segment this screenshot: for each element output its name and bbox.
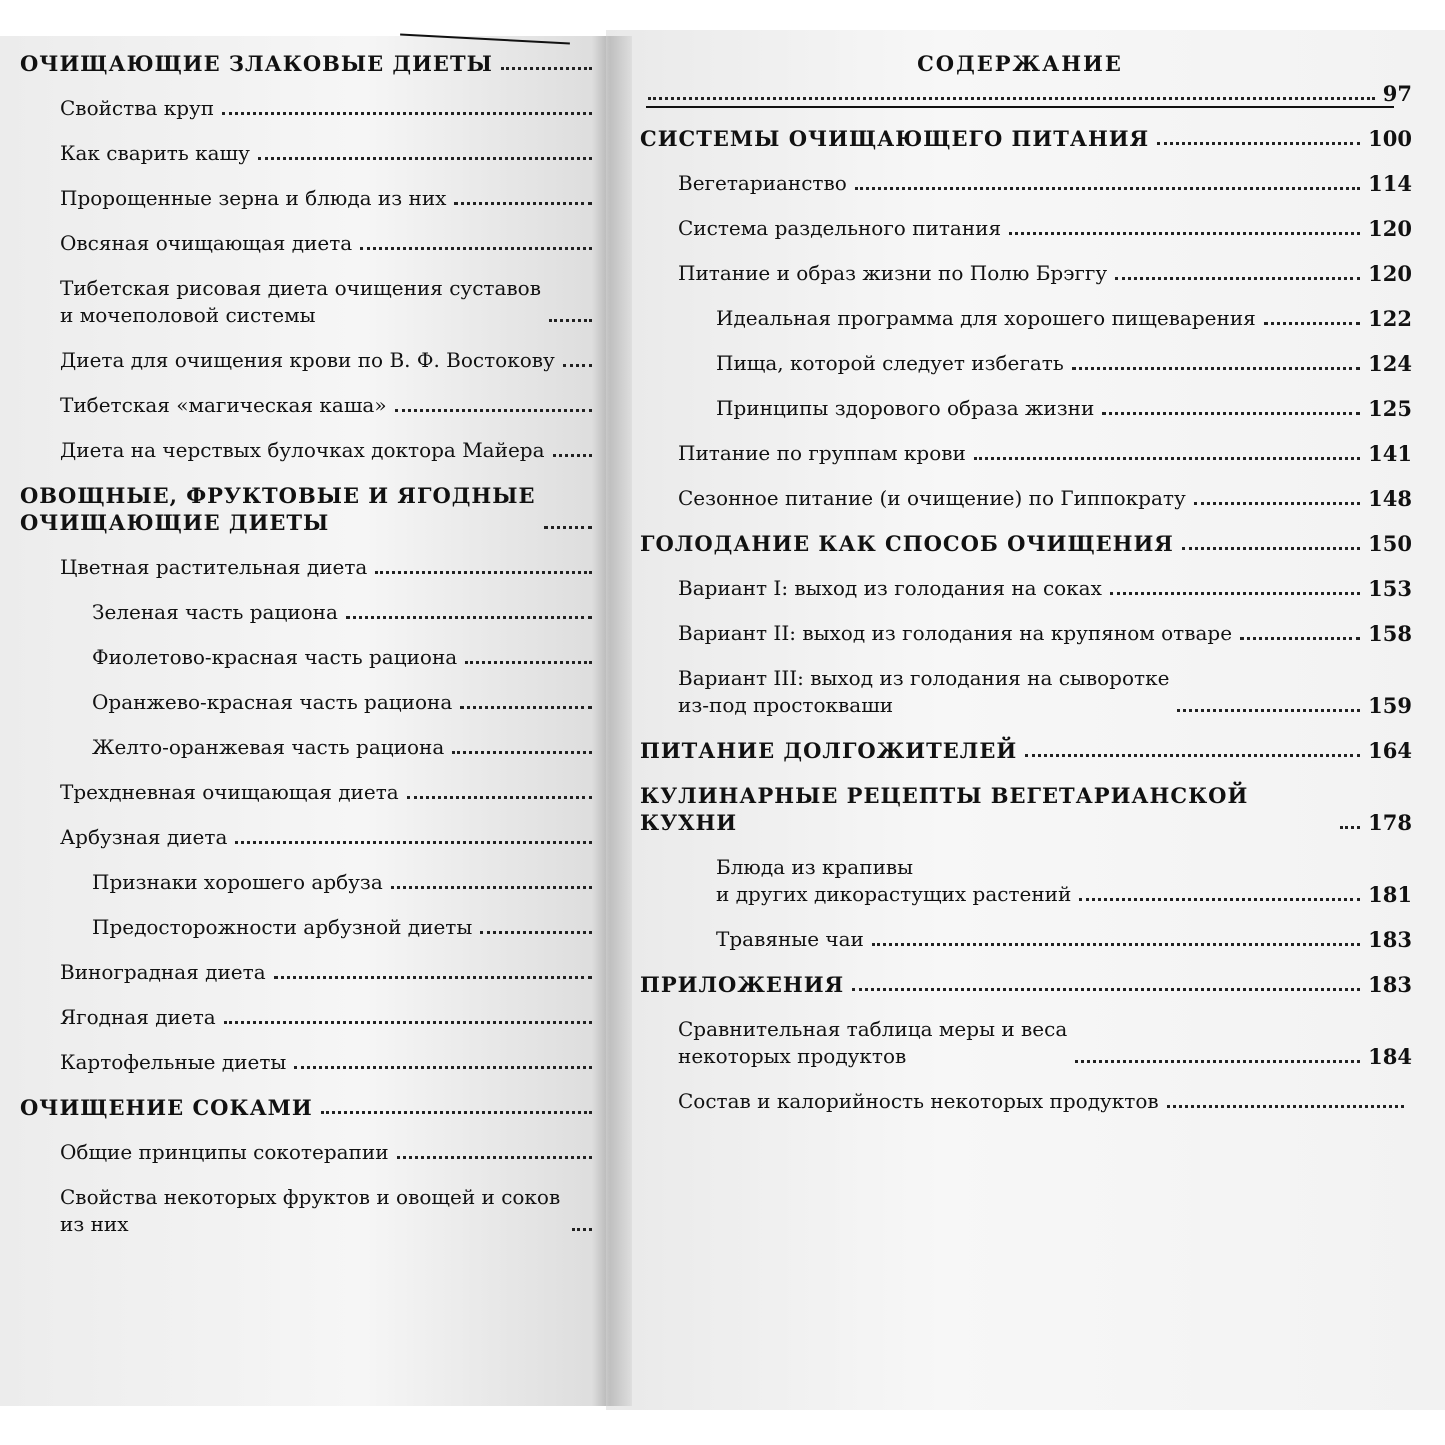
dot-leader xyxy=(1079,898,1360,901)
dot-leader xyxy=(648,97,1375,100)
toc-entry-title: Питание по группам крови xyxy=(678,441,966,465)
toc-entry-title: СИСТЕМЫ ОЧИЩАЮЩЕГО ПИТАНИЯ xyxy=(640,126,1150,151)
dot-leader xyxy=(321,1111,592,1114)
toc-entry-title: Желто-оранжевая часть рациона xyxy=(92,735,445,759)
toc-page-number: 114 xyxy=(1368,171,1412,196)
right-toc-entry xyxy=(640,125,1412,152)
right-toc-entry xyxy=(640,395,1412,422)
toc-page-number: 97 xyxy=(1382,81,1412,106)
toc-entry-title: Идеальная программа для хорошего пищеварения xyxy=(716,306,1256,330)
toc-page-number: 153 xyxy=(1368,576,1412,601)
toc-page-number: 183 xyxy=(1368,927,1412,952)
toc-page-number: 120 xyxy=(1368,261,1412,286)
toc-entry-title: Общие принципы сокотерапии xyxy=(60,1140,389,1164)
right-toc-entry xyxy=(640,530,1412,557)
toc-entry-title: Зеленая часть рациона xyxy=(92,600,338,624)
left-toc-list xyxy=(20,50,600,1256)
right-toc-entry xyxy=(640,926,1412,953)
toc-entry-title: Тибетская «магическая каша» xyxy=(60,393,387,417)
left-toc-entry xyxy=(20,824,600,851)
toc-page-number: 124 xyxy=(1368,351,1412,376)
toc-page-number: 148 xyxy=(1368,486,1412,511)
left-toc-entry xyxy=(20,482,600,536)
dot-leader xyxy=(1157,142,1360,145)
toc-page-number: 181 xyxy=(1368,882,1412,907)
left-toc-entry xyxy=(20,554,600,581)
right-toc-list xyxy=(640,80,1412,1133)
toc-entry-title: ПРИЛОЖЕНИЯ xyxy=(640,972,845,997)
left-toc-entry xyxy=(20,1139,600,1166)
right-toc-entry xyxy=(640,1088,1412,1115)
dot-leader xyxy=(274,976,592,979)
dot-leader xyxy=(872,943,1360,946)
dot-leader xyxy=(974,457,1360,460)
toc-page-number: 178 xyxy=(1368,810,1412,835)
right-toc-entry xyxy=(640,80,1412,107)
toc-entry-title: ОВОЩНЫЕ, ФРУКТОВЫЕ И ЯГОДНЫЕ ОЧИЩАЮЩИЕ ДИЕТЫ xyxy=(20,483,536,535)
right-toc-entry xyxy=(640,971,1412,998)
toc-page-number: 141 xyxy=(1368,441,1412,466)
toc-entry-title: Питание и образ жизни по Полю Брэггу xyxy=(678,261,1108,285)
dot-leader xyxy=(572,1228,592,1231)
dot-leader xyxy=(1340,826,1360,829)
toc-entry-title: Как сварить кашу xyxy=(60,141,250,165)
right-toc-entry xyxy=(640,665,1412,719)
toc-page-number: 164 xyxy=(1368,738,1412,763)
dot-leader xyxy=(544,526,593,529)
left-toc-entry xyxy=(20,392,600,419)
toc-entry-title: Пища, которой следует избегать xyxy=(716,351,1064,375)
right-toc-entry xyxy=(640,575,1412,602)
dot-leader xyxy=(375,571,592,574)
left-toc-entry xyxy=(20,95,600,122)
left-toc-entry xyxy=(20,50,600,77)
dot-leader xyxy=(1110,592,1360,595)
left-toc-entry xyxy=(20,1184,600,1238)
dot-leader xyxy=(855,187,1360,190)
toc-page-number: 183 xyxy=(1368,972,1412,997)
left-toc-entry xyxy=(20,185,600,212)
toc-page-number: 125 xyxy=(1368,396,1412,421)
toc-entry-title: Признаки хорошего арбуза xyxy=(92,870,383,894)
toc-entry-title: Травяные чаи xyxy=(716,927,864,951)
right-toc-entry xyxy=(640,260,1412,287)
dot-leader xyxy=(224,1021,592,1024)
toc-entry-title: Сезонное питание (и очищение) по Гиппократу xyxy=(678,486,1186,510)
toc-page-number: 122 xyxy=(1368,306,1412,331)
right-toc-entry xyxy=(640,737,1412,764)
toc-entry-title: Виноградная диета xyxy=(60,960,266,984)
dot-leader xyxy=(465,661,592,664)
toc-page-number: 100 xyxy=(1368,126,1412,151)
toc-entry-title: Фиолетово-красная часть рациона xyxy=(92,645,458,669)
right-toc-entry xyxy=(640,854,1412,908)
dot-leader xyxy=(563,364,592,367)
dot-leader xyxy=(1102,412,1360,415)
dot-leader xyxy=(852,988,1360,991)
dot-leader xyxy=(397,1156,592,1159)
toc-page-number: 159 xyxy=(1368,693,1412,718)
left-toc-entry xyxy=(20,1049,600,1076)
left-toc-entry xyxy=(20,689,600,716)
dot-leader xyxy=(1025,754,1360,757)
right-toc-entry xyxy=(640,782,1412,836)
dot-leader xyxy=(391,886,592,889)
left-toc-entry xyxy=(20,1004,600,1031)
dot-leader xyxy=(235,841,592,844)
toc-entry-title: Арбузная диета xyxy=(60,825,228,849)
toc-entry-title: Диета для очищения крови по В. Ф. Востокову xyxy=(60,348,555,372)
left-toc-entry xyxy=(20,275,600,329)
left-toc-entry xyxy=(20,959,600,986)
dot-leader xyxy=(395,409,592,412)
contents-heading: СОДЕРЖАНИЕ xyxy=(917,51,1123,76)
dot-leader xyxy=(222,112,592,115)
toc-entry-title: ОЧИЩЕНИЕ СОКАМИ xyxy=(20,1095,313,1120)
left-toc-entry xyxy=(20,644,600,671)
toc-entry-title: ОЧИЩАЮЩИЕ ЗЛАКОВЫЕ ДИЕТЫ xyxy=(20,51,493,76)
toc-entry-title: Пророщенные зерна и блюда из них xyxy=(60,186,447,210)
left-toc-entry xyxy=(20,599,600,626)
toc-entry-title: ПИТАНИЕ ДОЛГОЖИТЕЛЕЙ xyxy=(640,738,1018,763)
dot-leader xyxy=(454,202,592,205)
left-toc-entry xyxy=(20,869,600,896)
toc-entry-title: Ягодная диета xyxy=(60,1005,216,1029)
right-toc-entry xyxy=(640,170,1412,197)
toc-entry-title: Трехдневная очищающая диета xyxy=(60,780,399,804)
toc-entry-title: Сравнительная таблица меры и веса некоторых продуктов xyxy=(678,1017,1068,1068)
right-toc-entry xyxy=(640,485,1412,512)
dot-leader xyxy=(501,67,592,70)
toc-entry-title: Диета на черствых булочках доктора Майера xyxy=(60,438,545,462)
toc-entry-title: Вегетарианство xyxy=(678,171,847,195)
dot-leader xyxy=(1177,709,1360,712)
dot-leader xyxy=(1264,322,1360,325)
toc-entry-title: ГОЛОДАНИЕ КАК СПОСОБ ОЧИЩЕНИЯ xyxy=(640,531,1174,556)
dot-leader xyxy=(1072,367,1360,370)
toc-entry-title: Картофельные диеты xyxy=(60,1050,287,1074)
right-toc-entry xyxy=(640,620,1412,647)
dot-leader xyxy=(1075,1060,1360,1063)
left-toc-entry xyxy=(20,734,600,761)
dot-leader xyxy=(346,616,592,619)
right-toc-entry xyxy=(640,440,1412,467)
toc-entry-title: Овсяная очищающая диета xyxy=(60,231,353,255)
dot-leader xyxy=(1009,232,1360,235)
dot-leader xyxy=(452,751,592,754)
left-toc-entry xyxy=(20,437,600,464)
toc-entry-title: КУЛИНАРНЫЕ РЕЦЕПТЫ ВЕГЕТАРИАНСКОЙ КУХНИ xyxy=(640,783,1249,835)
toc-page-number: 158 xyxy=(1368,621,1412,646)
toc-entry-title: Блюда из крапивы и других дикорастущих растений xyxy=(716,855,1072,906)
dot-leader xyxy=(1240,637,1360,640)
dot-leader xyxy=(553,454,592,457)
dot-leader xyxy=(1182,547,1360,550)
dot-leader xyxy=(407,796,592,799)
toc-entry-title: Свойства круп xyxy=(60,96,215,120)
dot-leader xyxy=(480,931,592,934)
dot-leader xyxy=(360,247,592,250)
right-toc-entry xyxy=(640,215,1412,242)
toc-entry-title: Вариант II: выход из голодания на крупяном отваре xyxy=(678,621,1233,645)
right-toc-entry xyxy=(640,350,1412,377)
dot-leader xyxy=(294,1066,592,1069)
left-toc-entry xyxy=(20,230,600,257)
toc-page-number: 184 xyxy=(1368,1044,1412,1069)
toc-page-number: 150 xyxy=(1368,531,1412,556)
dot-leader xyxy=(549,319,592,322)
toc-entry-title: Тибетская рисовая диета очищения суставов и мочеполовой системы xyxy=(60,276,541,327)
right-toc-entry xyxy=(640,1016,1412,1070)
left-toc-entry xyxy=(20,347,600,374)
left-toc-entry xyxy=(20,914,600,941)
toc-page-number: 120 xyxy=(1368,216,1412,241)
left-toc-entry xyxy=(20,1094,600,1121)
toc-entry-title: Оранжево-красная часть рациона xyxy=(92,690,453,714)
toc-entry-title: Система раздельного питания xyxy=(678,216,1002,240)
dot-leader xyxy=(258,157,592,160)
dot-leader xyxy=(1115,277,1360,280)
toc-entry-title: Предосторожности арбузной диеты xyxy=(92,915,473,939)
toc-entry-title: Вариант I: выход из голодания на соках xyxy=(678,576,1102,600)
dot-leader xyxy=(1194,502,1360,505)
toc-entry-title: Состав и калорийность некоторых продуктов xyxy=(678,1089,1159,1113)
toc-entry-title: Вариант III: выход из голодания на сыворотке из-под простокваши xyxy=(678,666,1170,717)
toc-entry-title: Свойства некоторых фруктов и овощей и соков из них xyxy=(60,1185,561,1236)
left-toc-entry xyxy=(20,779,600,806)
toc-entry-title: Принципы здорового образа жизни xyxy=(716,396,1095,420)
dot-leader xyxy=(460,706,592,709)
left-toc-entry xyxy=(20,140,600,167)
right-toc-entry xyxy=(640,305,1412,332)
toc-entry-title: Цветная растительная диета xyxy=(60,555,368,579)
dot-leader xyxy=(1167,1105,1404,1108)
